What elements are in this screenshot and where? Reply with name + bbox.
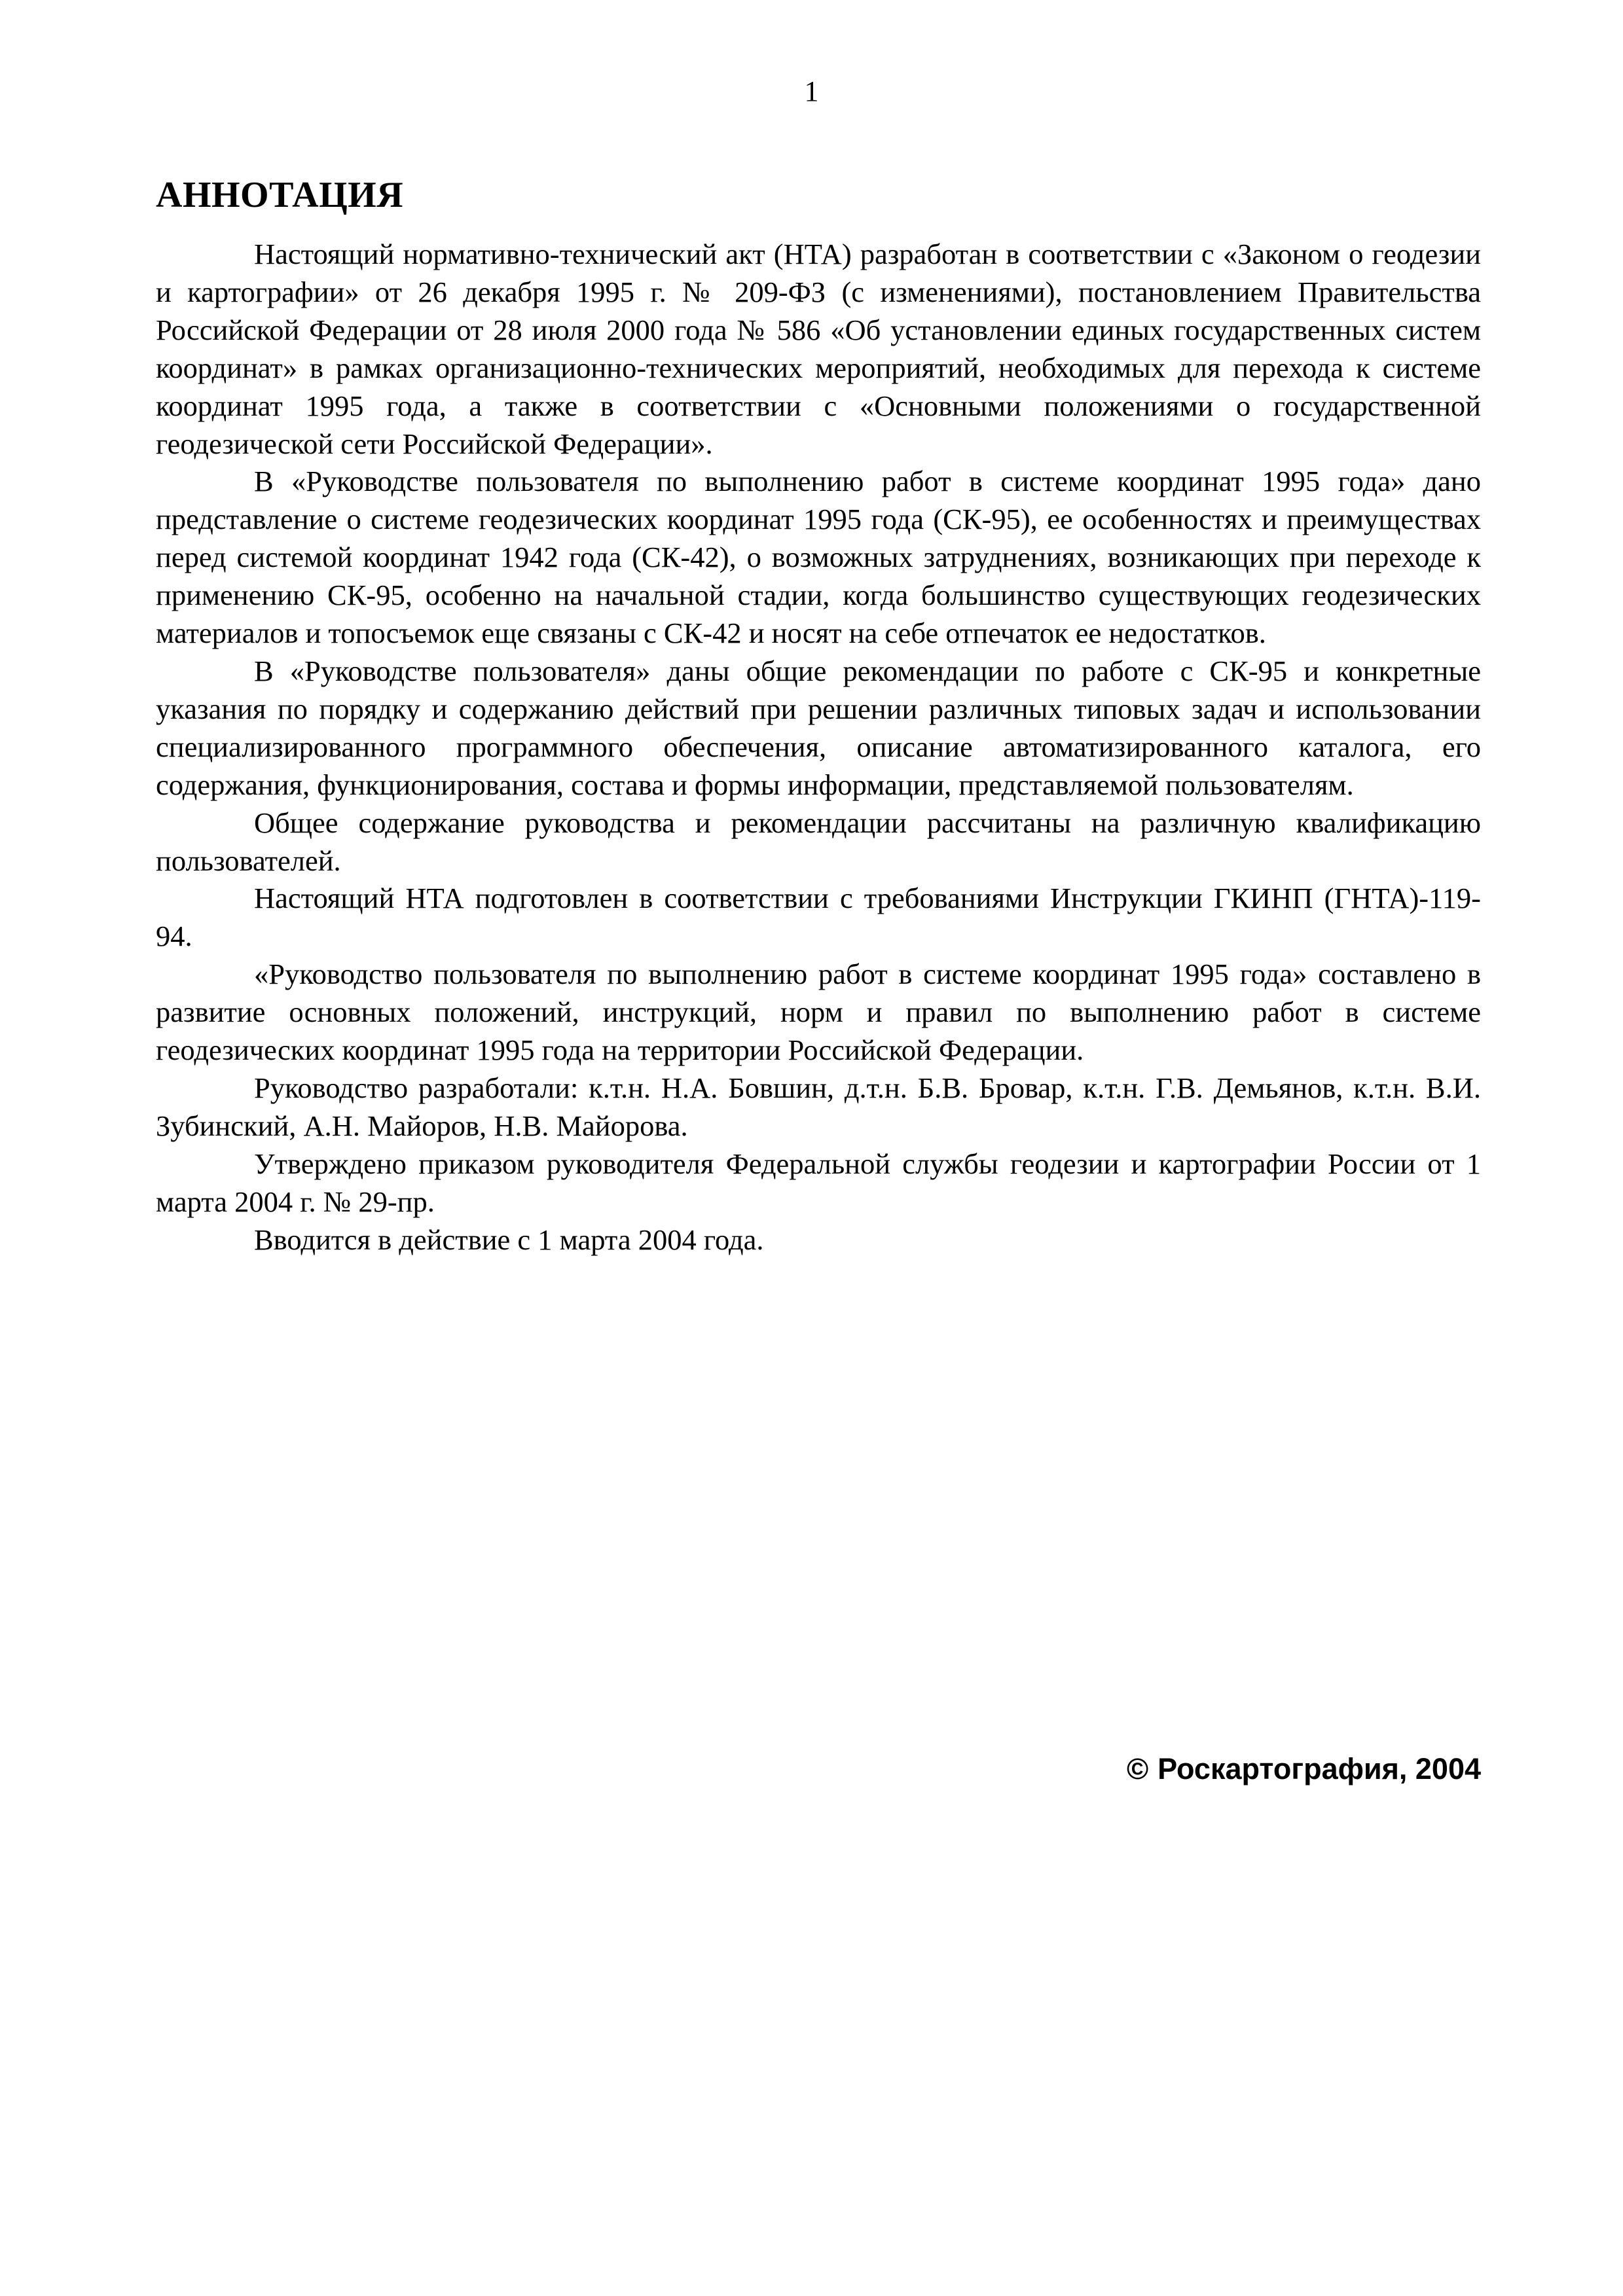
paragraph-legal-basis: Настоящий нормативно-технический акт (НТА) разработан в соответствии с «Законом о геодезии и картографии» от 26 декабря 1995 г. № 209-ФЗ (с изменениями), постановлением Правительства Российской Федерации от 28 июля 2000 года № 586 «Об установлении единых государственных систем координат» в рамках организационно-технических мероприятий, необходимых для перехода к системе координат 1995 года, а также в соответствии с «Основными положениями о государственной геодезической сети Российской Федерации».	[156, 238, 1481, 460]
annotation-body	[156, 236, 1481, 1259]
paragraph-approval: Утверждено приказом руководителя Федеральной службы геодезии и картографии России от 1 марта 2004 г. № 29-пр.	[156, 1147, 1481, 1218]
copyright-notice	[1127, 1754, 1481, 1784]
paragraph-authors: Руководство разработали: к.т.н. Н.А. Бовшин, д.т.н. Б.В. Бровар, к.т.н. Г.В. Демьянов, к.т.н. В.И. Зубинский, А.Н. Майоров, Н.В. Майорова.	[156, 1071, 1481, 1142]
copyright-icon: ©	[1126, 1752, 1149, 1785]
paragraph-guide-purpose: «Руководство пользователя по выполнению работ в системе координат 1995 года» составлено в развитие основных положений, инструкций, норм и правил по выполнению работ в системе геодезических координат 1995 года на территории Российской Федерации.	[156, 958, 1481, 1067]
paragraph-effective-date: Вводится в действие с 1 марта 2004 года.	[254, 1223, 764, 1256]
paragraph-recommendations: В «Руководстве пользователя» даны общие рекомендации по работе с СК-95 и конкретные указания по порядку и содержанию действий при решении различных типовых задач и использовании специализированного программного обеспечения, описание автоматизированного каталога, его содержания, функционирования, состава и формы информации, представляемой пользователям.	[156, 654, 1481, 801]
paragraph-guide-overview: В «Руководстве пользователя по выполнению работ в системе координат 1995 года» дано представление о системе геодезических координат 1995 года (СК-95), ее особенностях и преимуществах перед системой координат 1942 года (СК-42), о возможных затруднениях, возникающих при переходе к применению СК-95, особенно на начальной стадии, когда большинство существующих геодезических материалов и топосъемок еще связаны с СК-42 и носят на себе отпечаток ее недостатков.	[156, 465, 1481, 650]
paragraph-audience: Общее содержание руководства и рекомендации рассчитаны на различную квалификацию пользователей.	[156, 806, 1481, 877]
paragraph-instruction-compliance: Настоящий НТА подготовлен в соответствии с требованиями Инструкции ГКИНП (ГНТА)-119-94.	[156, 882, 1481, 953]
annotation-title: АННОТАЦИЯ	[156, 175, 404, 215]
copyright-text: Роскартография, 2004	[1158, 1752, 1481, 1785]
page-number: 1	[804, 75, 819, 107]
